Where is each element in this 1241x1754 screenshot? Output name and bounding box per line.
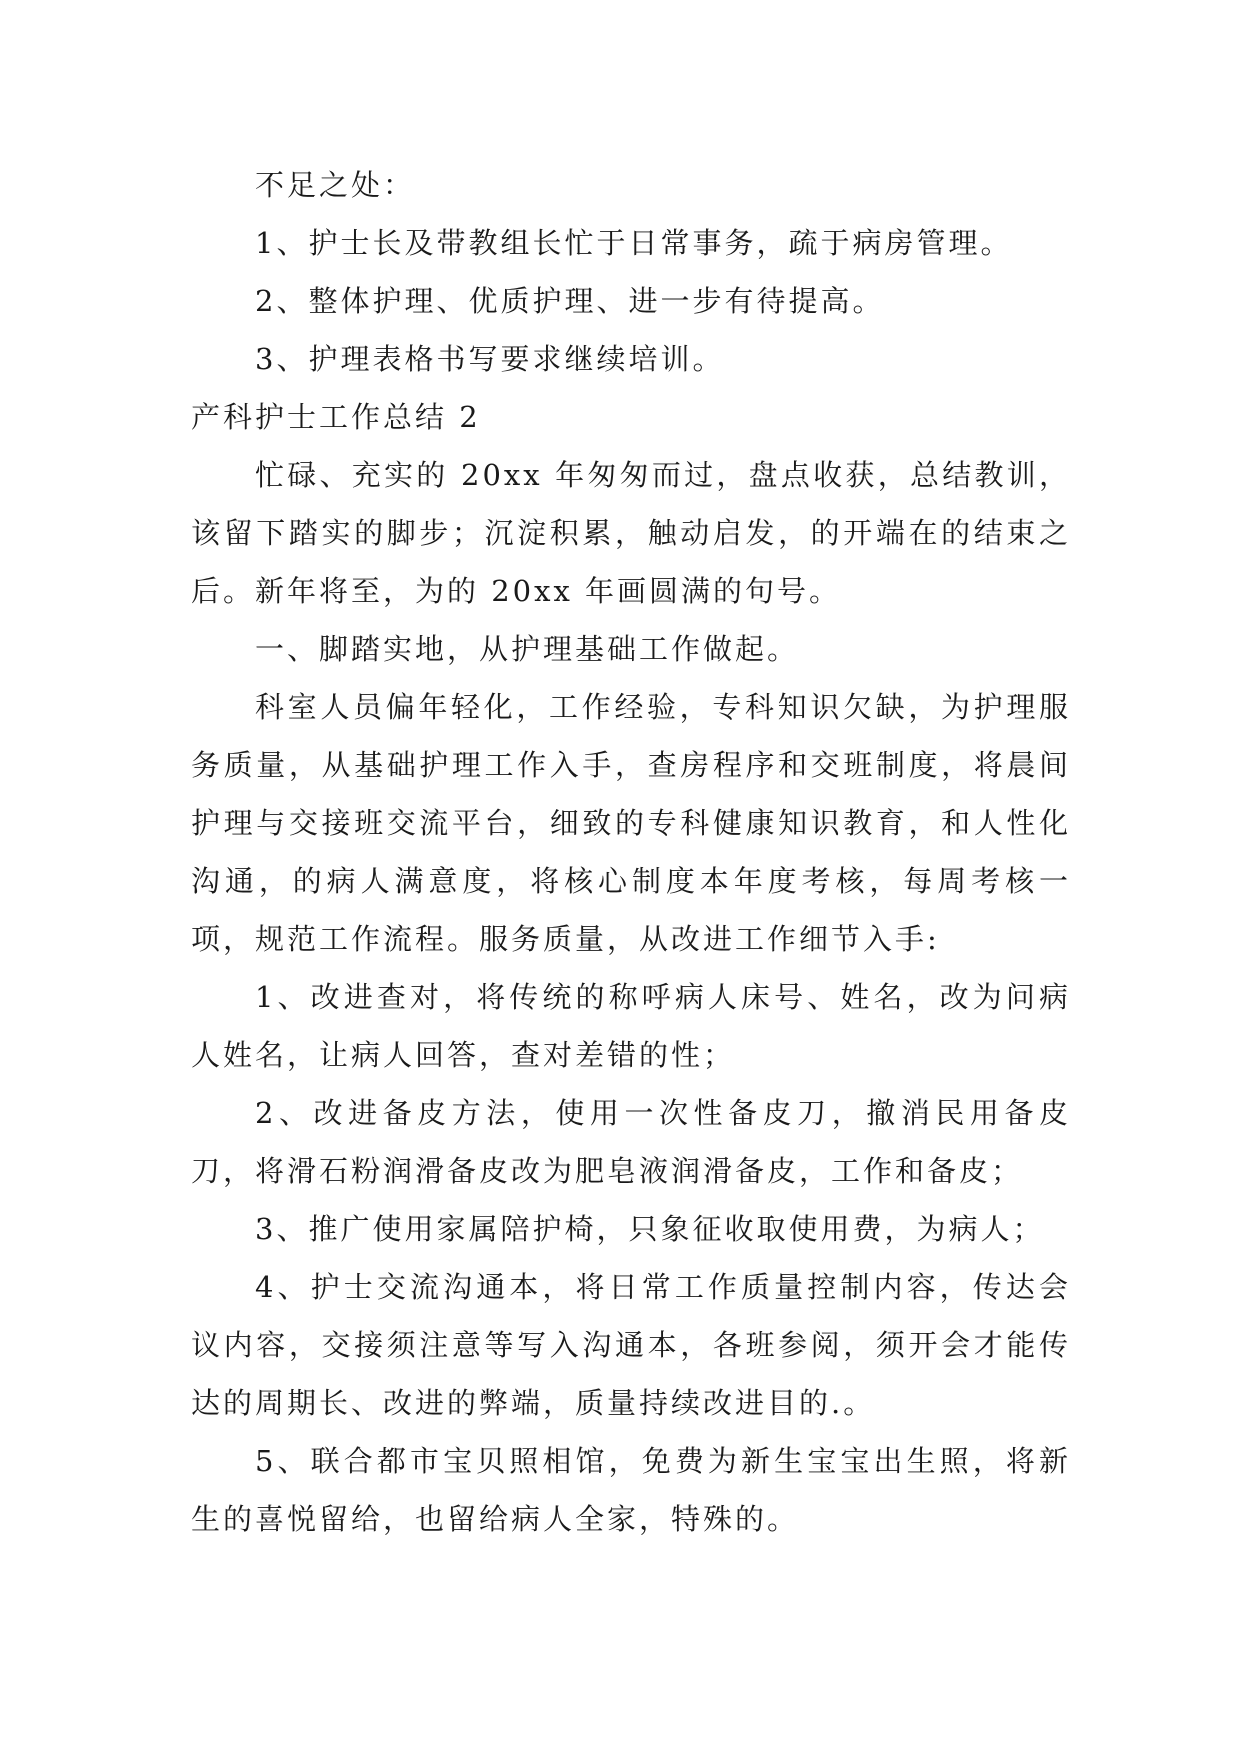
paragraph-improvement-5: 5、联合都市宝贝照相馆，免费为新生宝宝出生照，将新生的喜悦留给，也留给病人全家，特殊的。 [191, 1444, 1071, 1536]
document-body [191, 156, 1071, 1548]
paragraph-shortcoming-2: 2、整体护理、优质护理、进一步有待提高。 [255, 284, 885, 318]
paragraph-improvement-1: 1、改进查对，将传统的称呼病人床号、姓名，改为问病人姓名，让病人回答，查对差错的性； [191, 980, 1071, 1072]
paragraph-improvement-3: 3、推广使用家属陪护椅，只象征收取使用费，为病人； [255, 1212, 1045, 1246]
paragraph-shortcoming-1: 1、护士长及带教组长忙于日常事务，疏于病房管理。 [255, 226, 1013, 260]
paragraph-improvement-2: 2、改进备皮方法，使用一次性备皮刀，撤消民用备皮刀，将滑石粉润滑备皮改为肥皂液润滑备皮，工作和备皮； [191, 1096, 1071, 1188]
paragraph-section-one-title: 一、脚踏实地，从护理基础工作做起。 [255, 632, 800, 666]
paragraph-shortcoming-3: 3、护理表格书写要求继续培训。 [255, 342, 725, 376]
paragraph-intro: 忙碌、充实的 20xx 年匆匆而过，盘点收获，总结教训，该留下踏实的脚步；沉淀积累，触动启发，的开端在的结束之后。新年将至，为的 20xx 年画圆满的句号。 [191, 458, 1071, 608]
section-heading: 产科护士工作总结 2 [191, 400, 481, 434]
paragraph-shortcomings-title: 不足之处： [255, 168, 416, 202]
paragraph-improvement-4: 4、护士交流沟通本，将日常工作质量控制内容，传达会议内容，交接须注意等写入沟通本，各班参阅，须开会才能传达的周期长、改进的弊端，质量持续改进目的.。 [191, 1270, 1071, 1420]
paragraph-staff-overview: 科室人员偏年轻化，工作经验，专科知识欠缺，为护理服务质量，从基础护理工作入手，查房程序和交班制度，将晨间护理与交接班交流平台，细致的专科健康知识教育，和人性化沟通，的病人满意度，将核心制度本年度考核，每周考核一项，规范工作流程。服务质量，从改进工作细节入手: [191, 690, 1071, 956]
